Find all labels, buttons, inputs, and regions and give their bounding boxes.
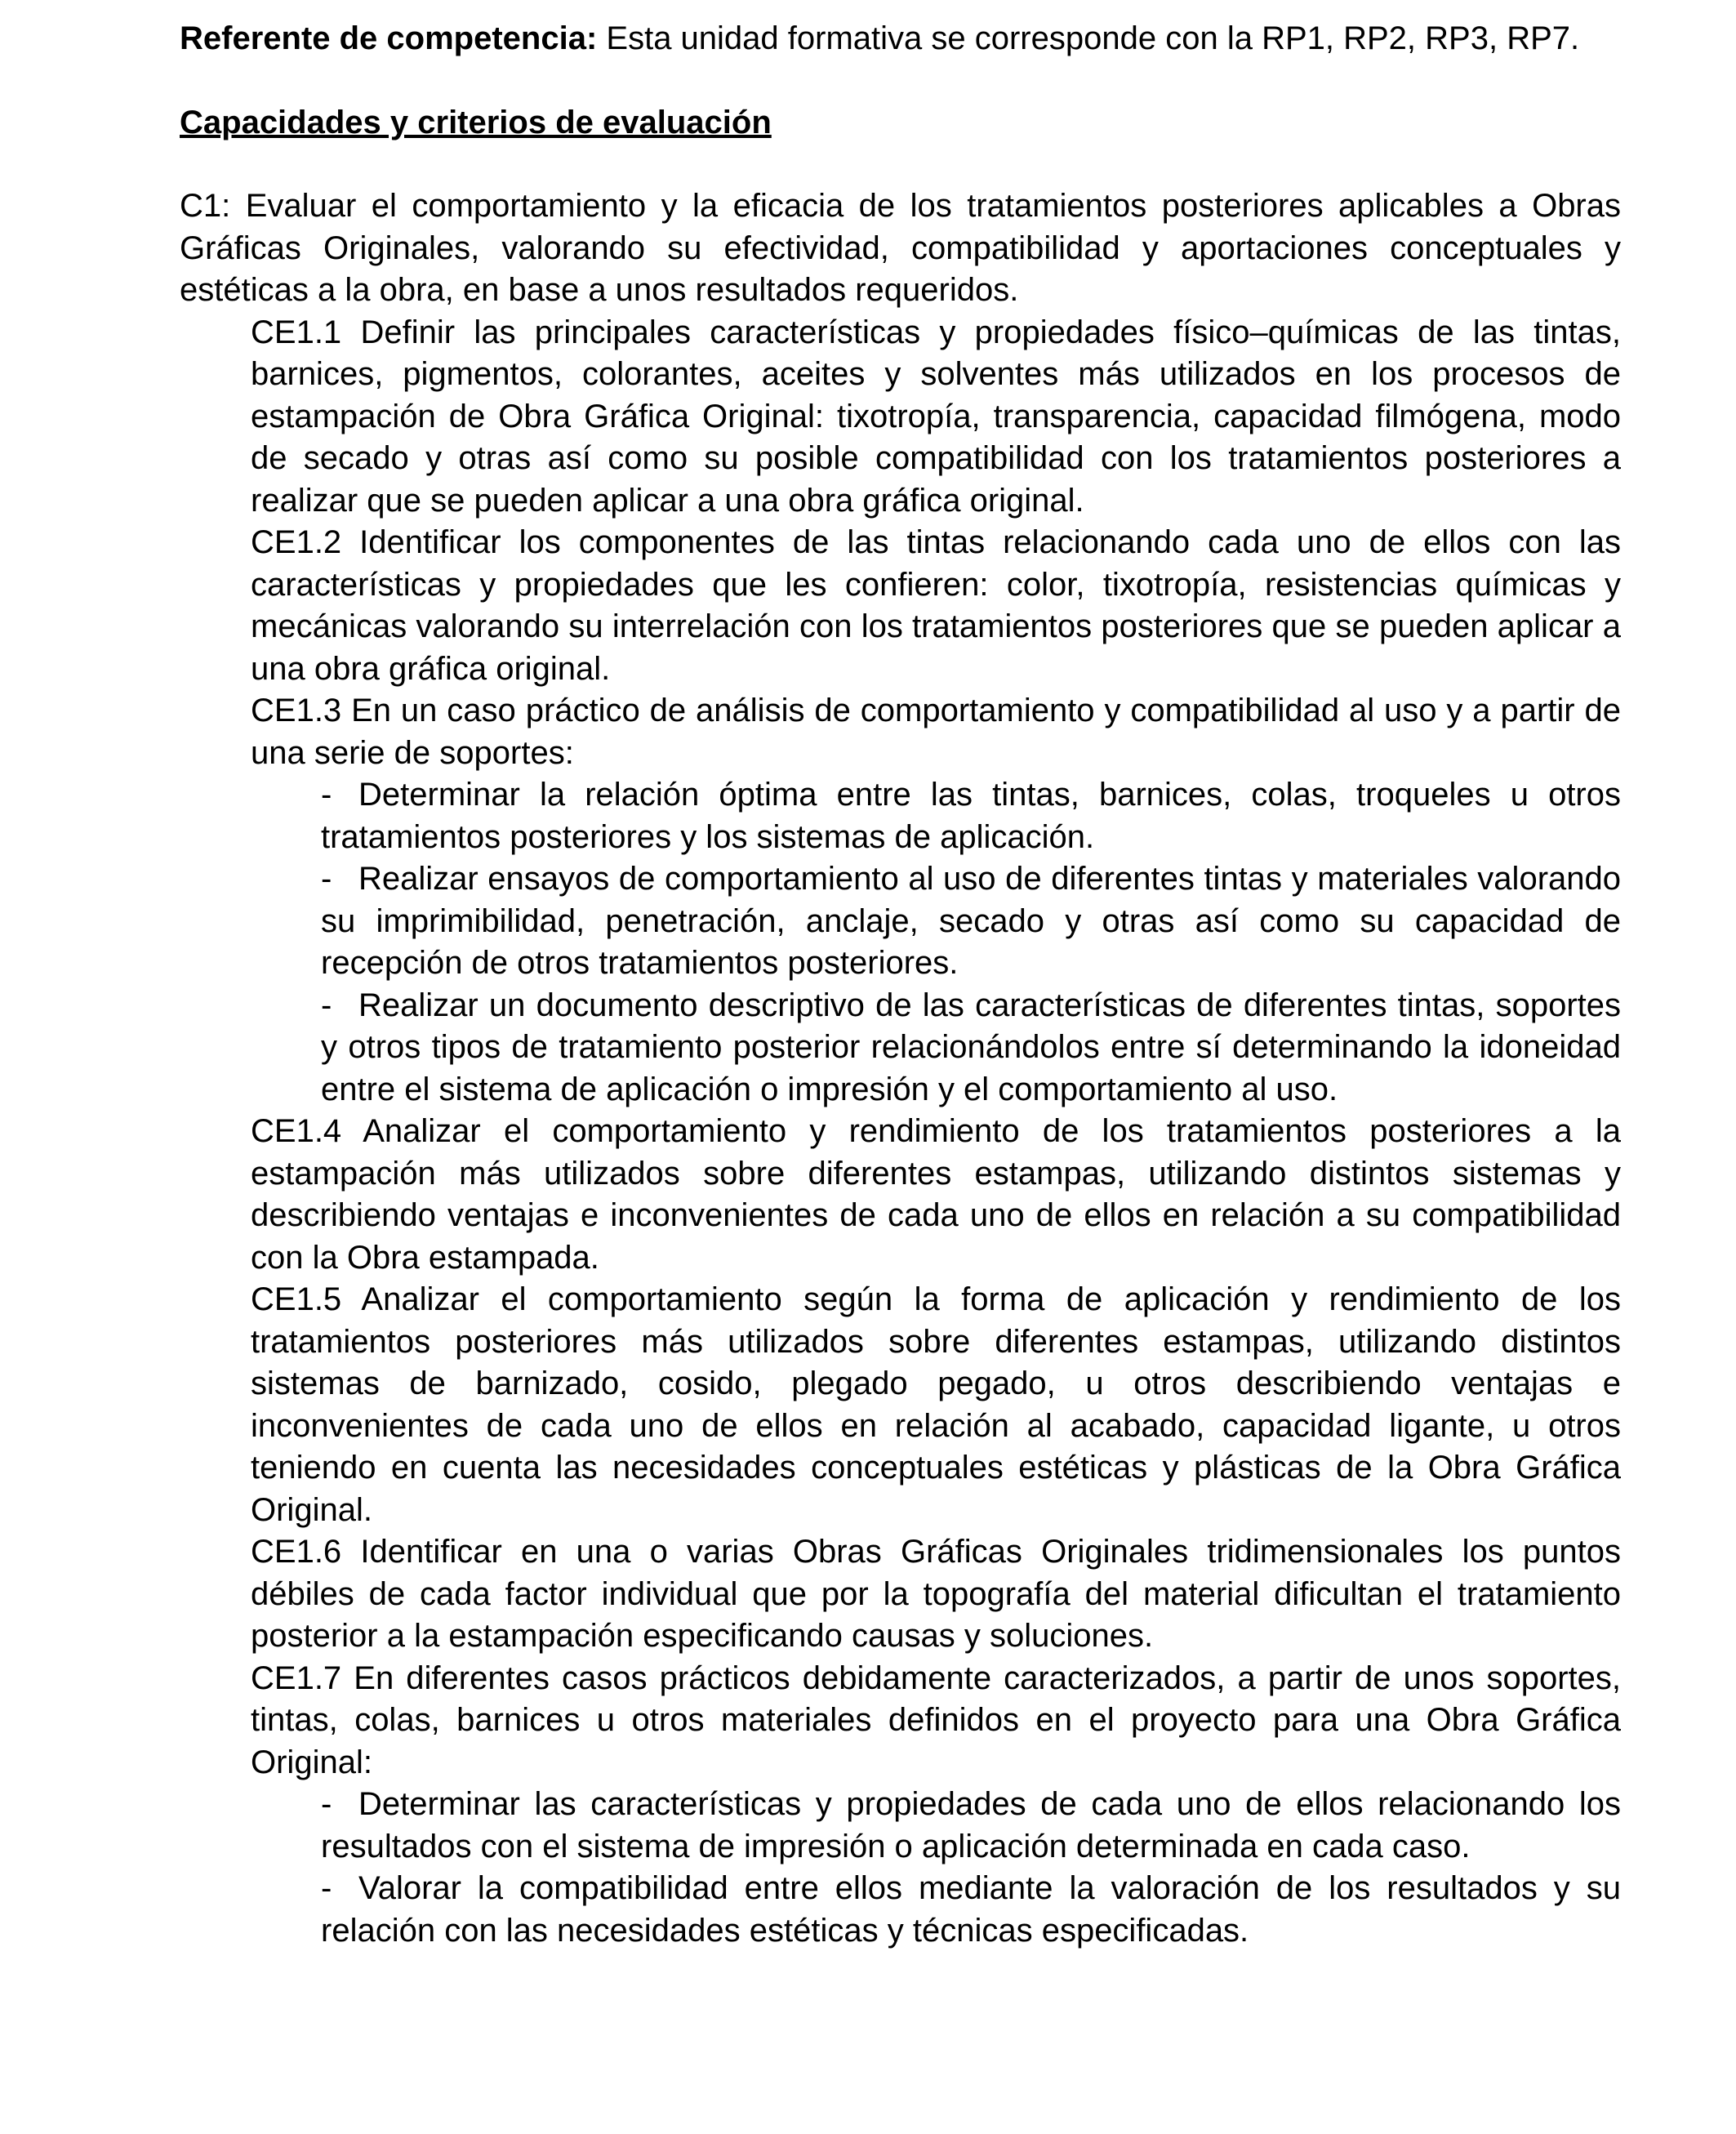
sub-item-text: Realizar un documento descriptivo de las características de diferentes tintas, soportes y otros tipos de tratamiento posterior relacionándolos entre sí determinando la idoneidad entre el sistema de aplicación o impresión y el comportamiento al uso. <box>321 987 1621 1107</box>
criterion-ce1-4: CE1.4 Analizar el comportamiento y rendimiento de los tratamientos posteriores a la estampación más utilizados sobre diferentes estampas, utilizando distintos sistemas y describiendo ventajas e inconvenientes de cada uno de ellos en relación a su compatibilidad con la Obra estampada. <box>251 1113 1621 1276</box>
criterion-ce1-7-item-2 <box>180 1868 1621 1952</box>
sub-item-text: Valorar la compatibilidad entre ellos mediante la valoración de los resultados y su relación con las necesidades estéticas y técnicas especificadas. <box>321 1870 1621 1949</box>
criterion-ce1-3-item-1 <box>180 774 1621 858</box>
dash-bullet: - <box>321 1786 332 1822</box>
criterion-ce1-3-item-2 <box>180 858 1621 985</box>
criterion-ce1-2: CE1.2 Identificar los componentes de las tintas relacionando cada uno de ellos con las características y propiedades que les confieren: color, tixotropía, resistencias químicas y mecánicas valorando su interrelación con los tratamientos posteriores que se pueden aplicar a una obra gráfica original. <box>251 524 1621 687</box>
dash-bullet: - <box>321 861 332 897</box>
section-heading: Capacidades y criterios de evaluación <box>180 104 772 140</box>
criterion-ce1-7: CE1.7 En diferentes casos prácticos debidamente caracterizados, a partir de unos soportes, tintas, colas, barnices u otros materiales definidos en el proyecto para una Obra Gráfica Original: <box>251 1660 1621 1780</box>
competence-reference-label: Referente de competencia: <box>180 20 598 56</box>
criterion-ce1-6: CE1.6 Identificar en una o varias Obras Gráficas Originales tridimensionales los puntos débiles de cada factor individual que por la topografía del material dificultan el tratamiento posterior a la estampación especificando causas y soluciones. <box>251 1534 1621 1654</box>
sub-item-text: Determinar las características y propiedades de cada uno de ellos relacionando los resultados con el sistema de impresión o aplicación determinada en cada caso. <box>321 1786 1621 1864</box>
capacity-c1: C1: Evaluar el comportamiento y la eficacia de los tratamientos posteriores aplicables a Obras Gráficas Originales, valorando su efectividad, compatibilidad y aportaciones conceptuales y estéticas a la obra, en base a unos resultados requeridos. <box>180 188 1621 308</box>
criterion-ce1-7-item-1 <box>180 1784 1621 1868</box>
sub-item-text: Realizar ensayos de comportamiento al uso de diferentes tintas y materiales valorando su imprimibilidad, penetración, anclaje, secado y otras así como su capacidad de recepción de otros tratamientos posteriores. <box>321 861 1621 981</box>
document-page <box>180 18 1621 1952</box>
competence-reference-text: Esta unidad formativa se corresponde con la RP1, RP2, RP3, RP7. <box>597 20 1580 56</box>
criterion-ce1-5: CE1.5 Analizar el comportamiento según la forma de aplicación y rendimiento de los tratamientos posteriores más utilizados sobre diferentes estampas, utilizando distintos sistemas de barnizado, cosido, plegado pegado, u otros describiendo ventajas e inconvenientes de cada uno de ellos en relación al acabado, capacidad ligante, u otros teniendo en cuenta las necesidades conceptuales estéticas y plásticas de la Obra Gráfica Original. <box>251 1281 1621 1528</box>
dash-bullet: - <box>321 777 332 813</box>
sub-item-text: Determinar la relación óptima entre las tintas, barnices, colas, troqueles u otros tratamientos posteriores y los sistemas de aplicación. <box>321 777 1621 855</box>
criterion-ce1-3-item-3 <box>180 985 1621 1112</box>
dash-bullet: - <box>321 1870 332 1906</box>
criterion-ce1-1: CE1.1 Definir las principales características y propiedades físico–químicas de las tintas, barnices, pigmentos, colorantes, aceites y solventes más utilizados en los procesos de estampación de Obra Gráfica Original: tixotropía, transparencia, capacidad filmógena, modo de secado y otras así como su posible compatibilidad con los tratamientos posteriores a realizar que se pueden aplicar a una obra gráfica original. <box>251 314 1621 519</box>
dash-bullet: - <box>321 987 332 1023</box>
competence-reference <box>180 18 1621 60</box>
criterion-ce1-3: CE1.3 En un caso práctico de análisis de comportamiento y compatibilidad al uso y a partir de una serie de soportes: <box>251 693 1621 771</box>
